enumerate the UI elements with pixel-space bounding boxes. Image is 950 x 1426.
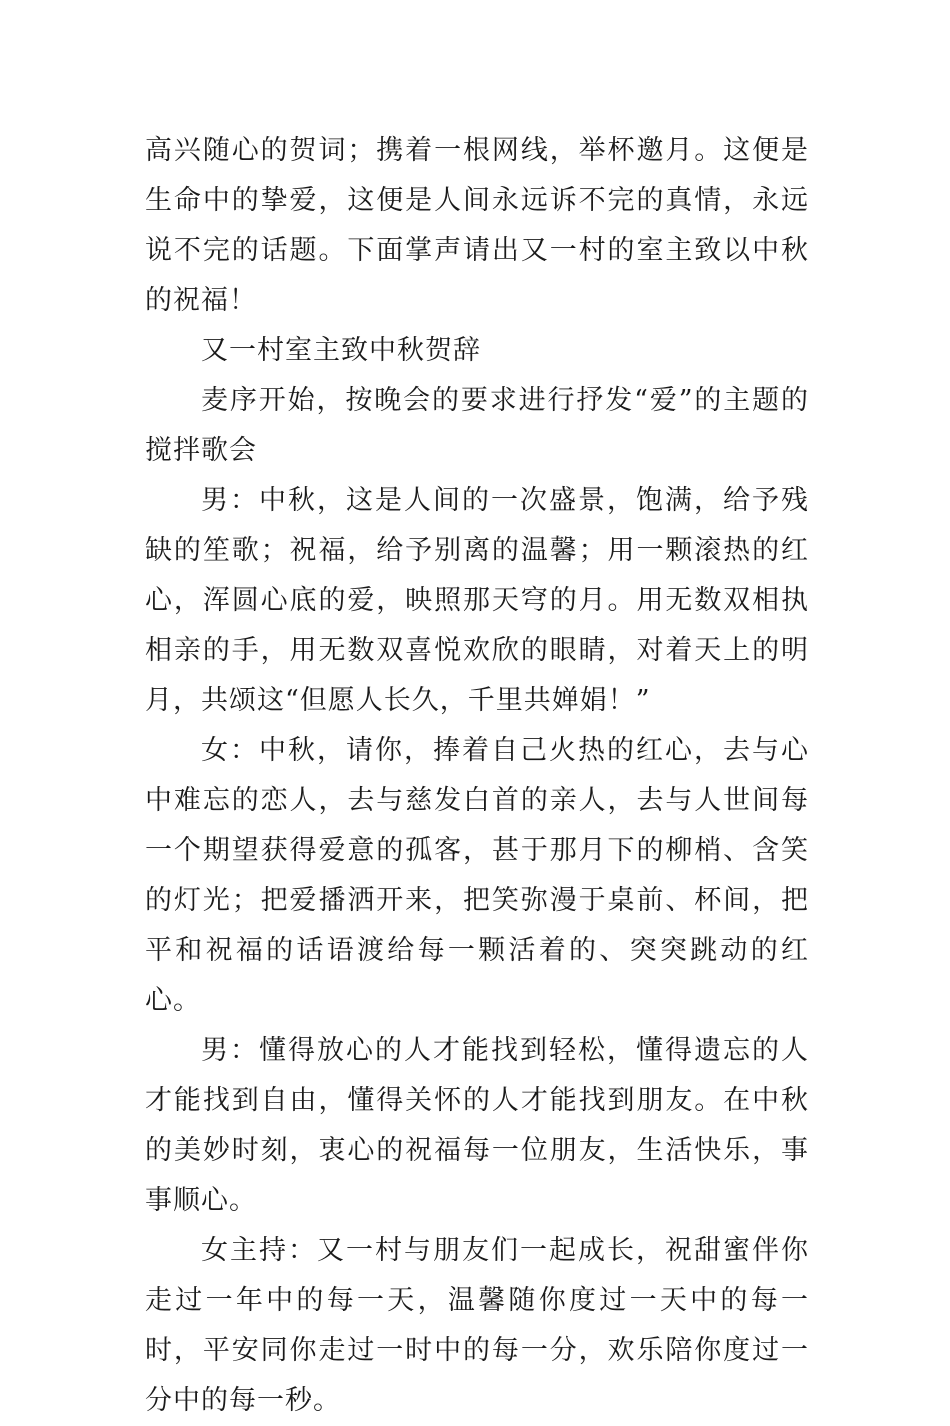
section-heading: 又一村室主致中秋贺辞 (201, 335, 481, 366)
document-body (145, 126, 809, 1426)
paragraph-song-session: 麦序开始，按晚会的要求进行抒发“爱”的主题的搅拌歌会 (145, 385, 809, 466)
paragraph-male-host-1: 男：中秋，这是人间的一次盛景，饱满，给予残缺的笙歌；祝福，给予别离的温馨；用一颗滚热的红心，浑圆心底的爱，映照那天穹的月。用无数双相执相亲的手，用无数双喜悦欢欣的眼睛，对着天上的明月，共颂这“但愿人长久，千里共婵娟！” (145, 485, 809, 716)
paragraph-male-host-2: 男：懂得放心的人才能找到轻松，懂得遗忘的人才能找到自由，懂得关怀的人才能找到朋友。在中秋的美妙时刻，衷心的祝福每一位朋友，生活快乐，事事顺心。 (145, 1035, 809, 1216)
paragraph-continuation: 高兴随心的贺词；携着一根网线，举杯邀月。这便是生命中的挚爱，这便是人间永远诉不完的真情，永远说不完的话题。下面掌声请出又一村的室主致以中秋的祝福！ (145, 135, 809, 316)
paragraph-female-host-2: 女主持：又一村与朋友们一起成长，祝甜蜜伴你走过一年中的每一天，温馨随你度过一天中的每一时，平安同你走过一时中的每一分，欢乐陪你度过一分中的每一秒。 (145, 1235, 809, 1416)
paragraph-female-host-1: 女：中秋，请你，捧着自己火热的红心，去与心中难忘的恋人，去与慈发白首的亲人，去与人世间每一个期望获得爱意的孤客，甚于那月下的柳梢、含笑的灯光；把爱播洒开来，把笑弥漫于桌前、杯间，把平和祝福的话语渡给每一颗活着的、突突跳动的红心。 (145, 735, 809, 1016)
